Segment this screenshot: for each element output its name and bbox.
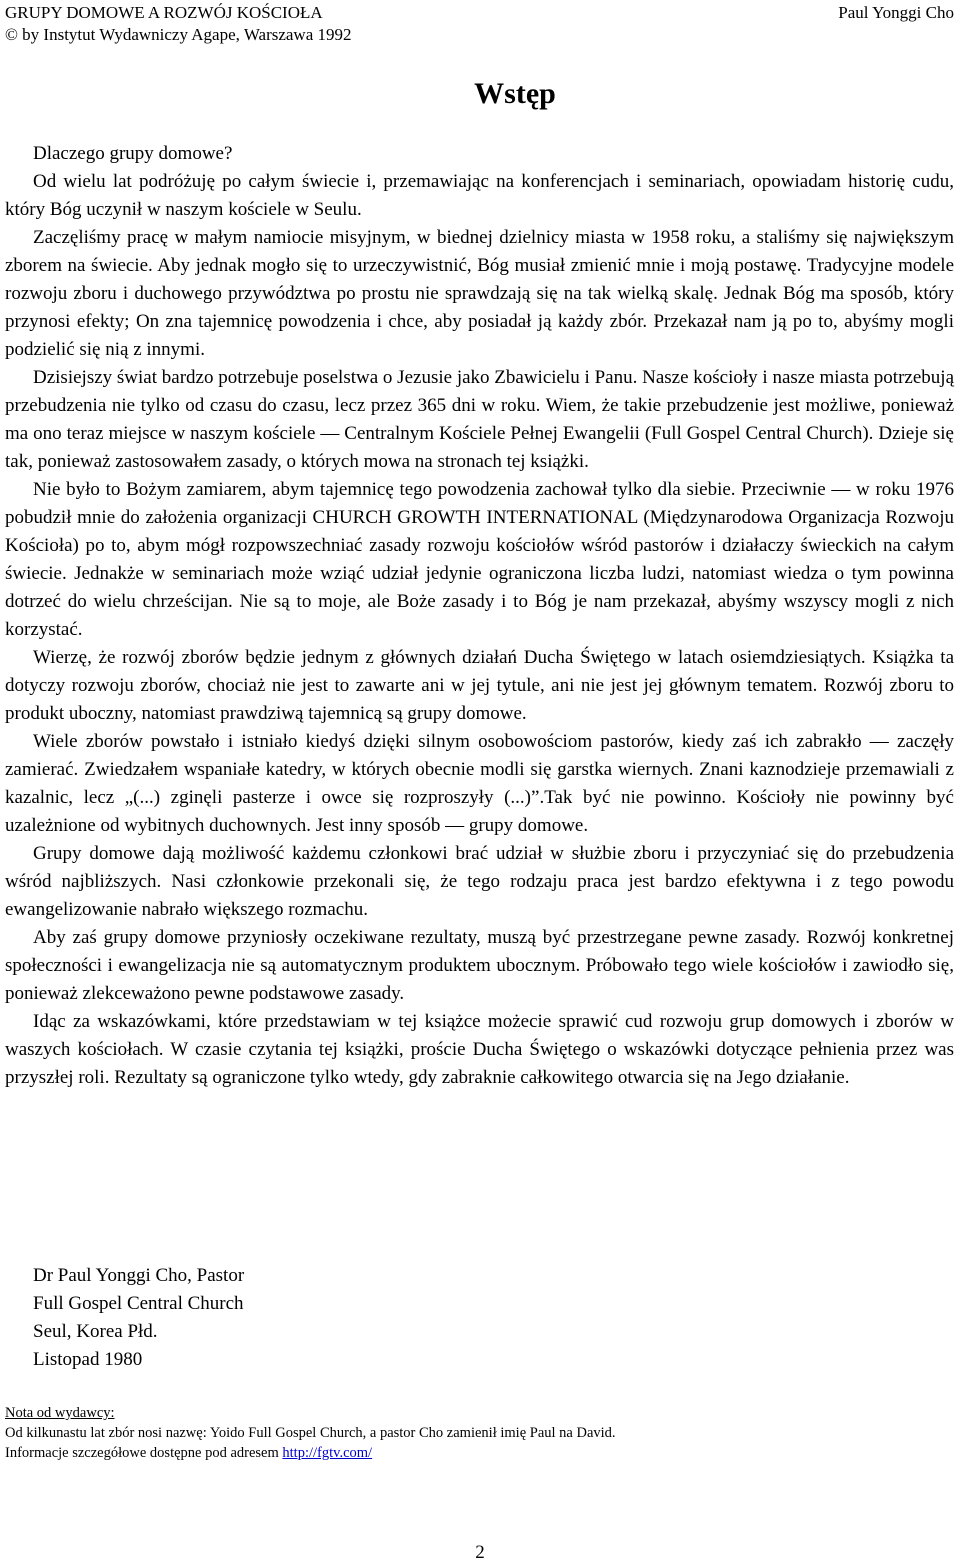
note-title: Nota od wydawcy:	[5, 1405, 115, 1421]
signature-date: Listopad 1980	[33, 1349, 143, 1370]
signature-block	[33, 1262, 244, 1374]
body-text	[5, 140, 954, 1092]
paragraph: Idąc za wskazówkami, które przedstawiam w tej książce możecie sprawić cud rozwoju grup domowych i zborów w waszych kościołach. W czasie czytania tej książki, proście Ducha Świętego o wskazówki dotyczące pełnienia przez was przyszłej roli. Rezultaty są ograniczone tylko wtedy, gdy zabraknie całkowitego otwarcia się na Jego działanie.	[5, 1011, 954, 1088]
signature-church: Full Gospel Central Church	[33, 1293, 244, 1314]
signature-location: Seul, Korea Płd.	[33, 1321, 158, 1342]
fgtv-link[interactable]: http://fgtv.com/	[282, 1445, 373, 1461]
paragraph: Zaczęliśmy pracę w małym namiocie misyjnym, w biednej dzielnicy miasta w 1958 roku, a staliśmy się największym zborem na świecie. Aby jednak mogło się to urzeczywistnić, Bóg musiał zmienić mnie i moją postawę. Tradycyjne modele rozwoju zboru i duchowego przywództwa po prostu nie sprawdzają się na tak wielką skalę. Jednak Bóg ma sposób, który przynosi efekty; On zna tajemnicę powodzenia i chce, aby posiadał ją każdy zbór. Przekazał nam ją po to, abyśmy mogli podzielić się nią z innymi.	[5, 227, 954, 360]
note-line-with-link	[5, 1443, 954, 1463]
paragraph: Od wielu lat podróżuję po całym świecie i, przemawiając na konferencjach i seminariach, opowiadam historię cudu, który Bóg uczynił w naszym kościele w Seulu.	[5, 171, 954, 220]
note-line: Od kilkunastu lat zbór nosi nazwę: Yoido Full Gospel Church, a pastor Cho zamienił imię Paul na David.	[5, 1425, 616, 1441]
paragraph: Wiele zborów powstało i istniało kiedyś dzięki silnym osobowościom pastorów, kiedy zaś ich zabrakło — zaczęły zamierać. Zwiedzałem wspaniałe katedry, w których obecnie modli się garstka wiernych. Znani kaznodzieje przemawiali z kazalnic, lecz „(...) zginęli pasterze i owce się rozproszyły (...)”.Tak być nie powinno. Kościoły nie powinny być uzależnione od wybitnych duchownych. Jest inny sposób — grupy domowe.	[5, 731, 954, 836]
paragraph: Wierzę, że rozwój zborów będzie jednym z głównych działań Ducha Świętego w latach osiemdziesiątych. Książka ta dotyczy rozwoju zborów, chociaż nie jest to zawarte ani w jej tytule, ani nie jest jej głównym tematem. Rozwój zboru to produkt uboczny, natomiast prawdziwą tajemnicą są grupy domowe.	[5, 647, 954, 724]
chapter-title: Wstęp	[474, 77, 556, 110]
publisher-note	[5, 1403, 954, 1463]
paragraph: Grupy domowe dają możliwość każdemu członkowi brać udział w służbie zboru i przyczyniać się do przebudzenia wśród najbliższych. Nasi członkowie przekonali się, że tego rodzaju praca jest bardzo efektywna i z tego powodu ewangelizowanie nabrało większego rozmachu.	[5, 843, 954, 920]
page-header	[5, 2, 954, 46]
header-row	[5, 2, 954, 24]
paragraph: Nie było to Bożym zamiarem, abym tajemnicę tego powodzenia zachował tylko dla siebie. Przeciwnie — w roku 1976 pobudził mnie do założenia organizacji CHURCH GROWTH INTERNATIONAL (Międzynarodowa Organizacja Rozwoju Kościoła) po to, abym mógł rozpowszechniać zasady rozwoju kościołów wśród pastorów i działaczy świeckich na całym świecie. Jednakże w seminariach może wziąć udział jedynie ograniczona liczba ludzi, natomiast wiedza o tym powinna dotrzeć do wielu chrześcijan. Nie są to moje, ale Boże zasady i to Bóg je nam przekazał, abyśmy wszyscy mogli z nich korzystać.	[5, 479, 954, 640]
signature-name: Dr Paul Yonggi Cho, Pastor	[33, 1265, 245, 1286]
header-copyright: © by Instytut Wydawniczy Agape, Warszawa 1992	[5, 25, 352, 44]
note-link-prefix: Informacje szczegółowe dostępne pod adresem	[5, 1445, 283, 1461]
paragraph: Dzisiejszy świat bardzo potrzebuje poselstwa o Jezusie jako Zbawicielu i Panu. Nasze kościoły i nasze miasta potrzebują przebudzenia nie tylko od czasu do czasu, lecz przez 365 dni w roku. Wiem, że takie przebudzenie jest możliwe, ponieważ ma ono teraz miejsce w naszym kościele — Centralnym Kościele Pełnej Ewangelii (Full Gospel Central Church). Dzieje się tak, ponieważ zastosowałem zasady, o których mowa na stronach tej książki.	[5, 367, 954, 472]
page-number: 2	[475, 1542, 485, 1563]
paragraph: Dlaczego grupy domowe?	[33, 143, 233, 164]
header-book-title: GRUPY DOMOWE A ROZWÓJ KOŚCIOŁA	[5, 3, 323, 22]
header-author: Paul Yonggi Cho	[838, 3, 954, 22]
paragraph: Aby zaś grupy domowe przyniosły oczekiwane rezultaty, muszą być przestrzegane pewne zasady. Rozwój konkretnej społeczności i ewangelizacja nie są automatycznym produktem ubocznym. Próbowało tego wiele kościołów i zawiodło się, ponieważ zlekceważono pewne podstawowe zasady.	[5, 927, 954, 1004]
